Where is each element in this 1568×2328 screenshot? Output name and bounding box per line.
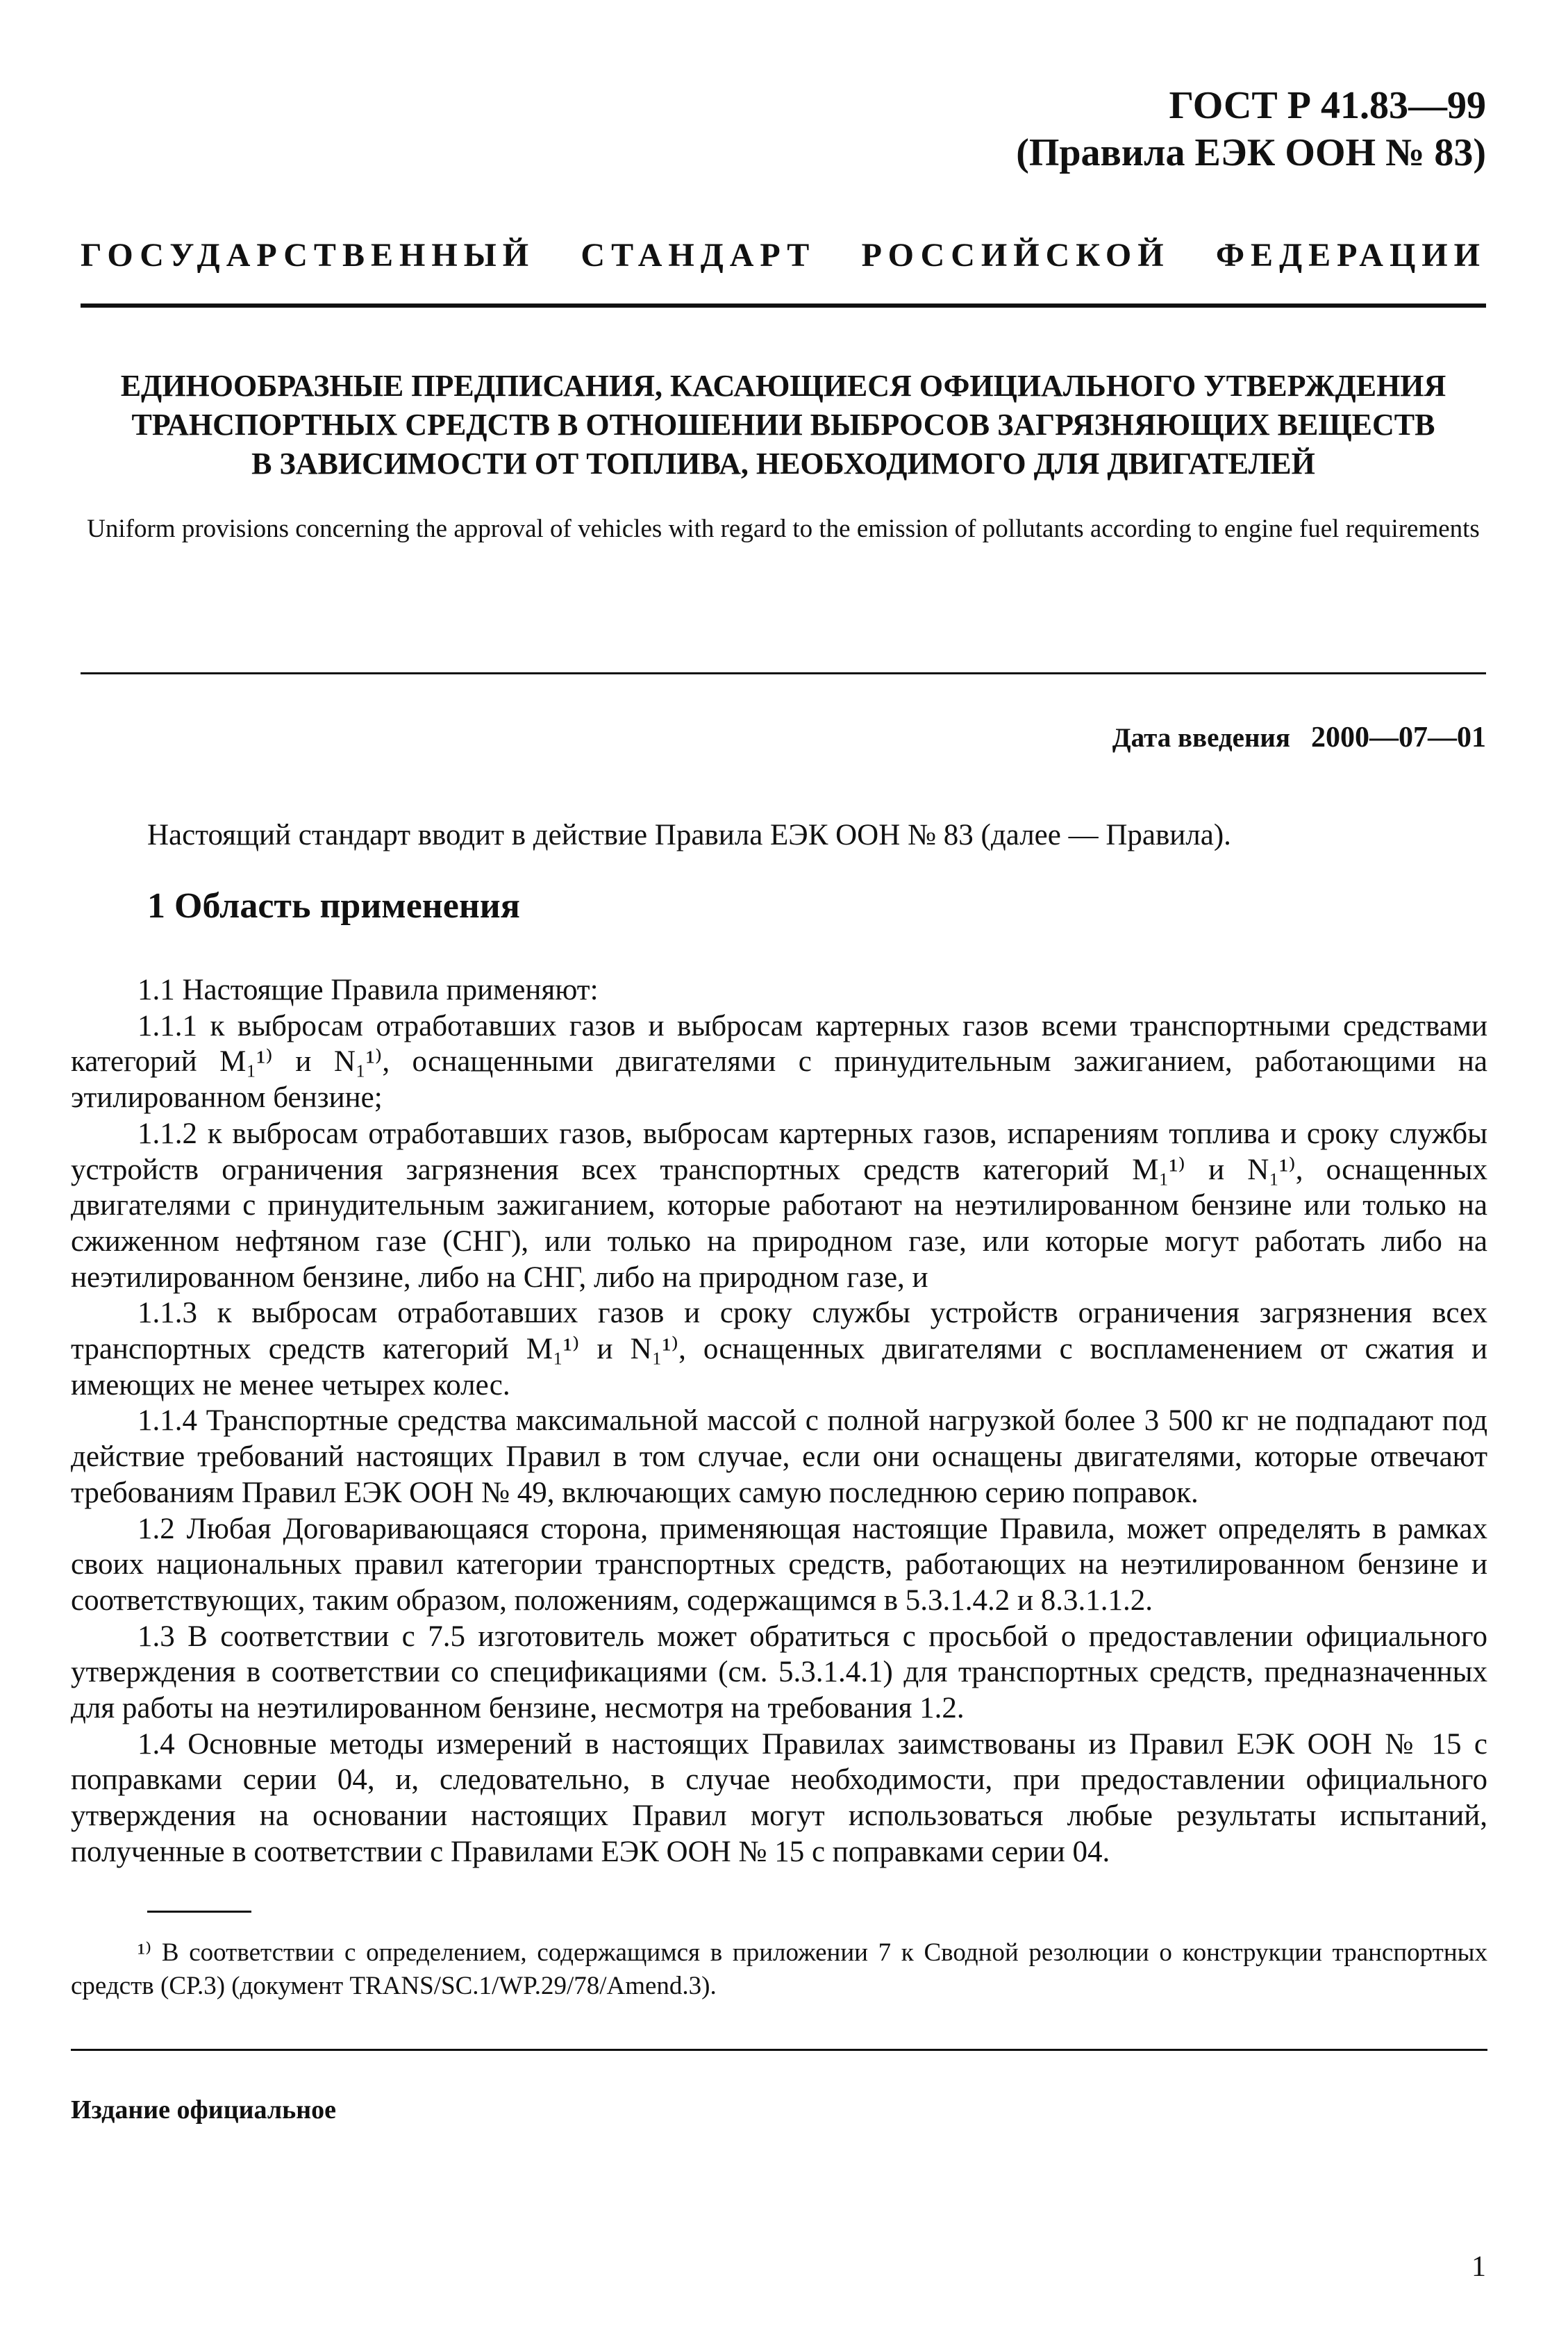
standard-designation	[1016, 82, 1486, 176]
state-standard-word: РОССИЙСКОЙ	[861, 237, 1170, 274]
date-label: Дата введения	[1112, 723, 1290, 753]
standard-code: ГОСТ Р 41.83—99	[1169, 84, 1486, 127]
footnote: ¹⁾ В соответствии с определением, содержащимся в приложении 7 к Сводной резолюции о конструкции транспортных средств (СР.3) (документ TRANS/SC.1/WP.29/78/Amend.3).	[71, 1938, 1487, 2000]
state-standard-word: СТАНДАРТ	[581, 237, 816, 274]
page-number: 1	[1471, 2251, 1486, 2283]
edition-label: Издание официальное	[71, 2095, 337, 2125]
paragraph: 1.1.4 Транспортные средства максимальной массой с полной нагрузкой более 3 500 кг не подпадают под действие требований настоящих Правил в том случае, если они оснащены двигателями, которые отвечают требованиям Правил ЕЭК ООН № 49, включающих самую последнюю серию поправок.	[71, 1404, 1487, 1509]
english-title: Uniform provisions concerning the approval of vehicles with regard to the emission of pollutants according to engine fuel requirements	[87, 515, 1480, 543]
paragraph: 1.1.3 к выбросам отработавших газов и сроку службы устройств ограничения загрязнения всех транспортных средств категорий M₁¹⁾ и N₁¹⁾, оснащенных двигателями с воспламенением от сжатия и имеющих не менее четырех колес.	[71, 1297, 1487, 1402]
title-divider	[81, 672, 1486, 674]
section-heading: 1 Область применения	[147, 886, 520, 926]
date-value: 2000—07—01	[1311, 722, 1486, 754]
header-divider	[81, 304, 1486, 308]
paragraph: 1.2 Любая Договаривающаяся сторона, применяющая настоящие Правила, может определять в рамках своих национальных правил категории транспортных средств, работающих на неэтилированном бензине и соответствующих, таким образом, положениям, содержащимся в 5.3.1.4.2 и 8.3.1.1.2.	[71, 1512, 1487, 1617]
title-line: В ЗАВИСИМОСТИ ОТ ТОПЛИВА, НЕОБХОДИМОГО ДЛЯ ДВИГАТЕЛЕЙ	[251, 447, 1315, 481]
paragraph: 1.4 Основные методы измерений в настоящих Правилах заимствованы из Правил ЕЭК ООН № 15 с поправками серии 04, и, следовательно, в случае необходимости, при предоставлении официального утверждения на основании настоящих Правил могут использоваться любые результаты испытаний, полученные в соответствии с Правилами ЕЭК ООН № 15 с поправками серии 04.	[71, 1727, 1487, 1868]
title-line: ЕДИНООБРАЗНЫЕ ПРЕДПИСАНИЯ, КАСАЮЩИЕСЯ ОФИЦИАЛЬНОГО УТВЕРЖДЕНИЯ	[120, 369, 1446, 403]
paragraph: 1.1.1 к выбросам отработавших газов и выбросам картерных газов всеми транспортными средствами категорий M₁¹⁾ и N₁¹⁾, оснащенными двигателями с принудительным зажиганием, работающими на этилированном бензине;	[71, 1009, 1487, 1115]
section-body	[71, 972, 1487, 1870]
title-line: ТРАНСПОРТНЫХ СРЕДСТВ В ОТНОШЕНИИ ВЫБРОСОВ ЗАГРЯЗНЯЮЩИХ ВЕЩЕСТВ	[131, 408, 1435, 442]
paragraph: 1.3 В соответствии с 7.5 изготовитель может обратиться с просьбой о предоставлении официального утверждения в соответствии со спецификациями (см. 5.3.1.4.1) для транспортных средств, предназначенных для работы на неэтилированном бензине, несмотря на требования 1.2.	[71, 1620, 1487, 1725]
rule-reference: (Правила ЕЭК ООН № 83)	[1016, 131, 1486, 174]
paragraph: 1.1.2 к выбросам отработавших газов, выбросам картерных газов, испарениям топлива и сроку службы устройств ограничения загрязнения всех транспортных средств категорий M₁¹⁾ и N₁¹⁾, оснащенных двигателями с принудительным зажиганием, которые работают на неэтилированном бензине или только на сжиженном нефтяном газе (СНГ), или только на природном газе, или которые могут работать либо на неэтилированном бензине, либо на СНГ, либо на природном газе, и	[71, 1117, 1487, 1294]
document-title	[81, 367, 1486, 483]
state-standard-word: ГОСУДАРСТВЕННЫЙ	[81, 237, 535, 274]
state-standard-header	[81, 236, 1486, 274]
footnote-separator	[147, 1911, 251, 1913]
preamble: Настоящий стандарт вводит в действие Правила ЕЭК ООН № 83 (далее — Правила).	[147, 819, 1231, 851]
introduction-date	[1112, 721, 1486, 754]
state-standard-word: ФЕДЕРАЦИИ	[1215, 237, 1486, 274]
footer-divider	[71, 2049, 1487, 2051]
paragraph: 1.1 Настоящие Правила применяют:	[137, 974, 599, 1006]
